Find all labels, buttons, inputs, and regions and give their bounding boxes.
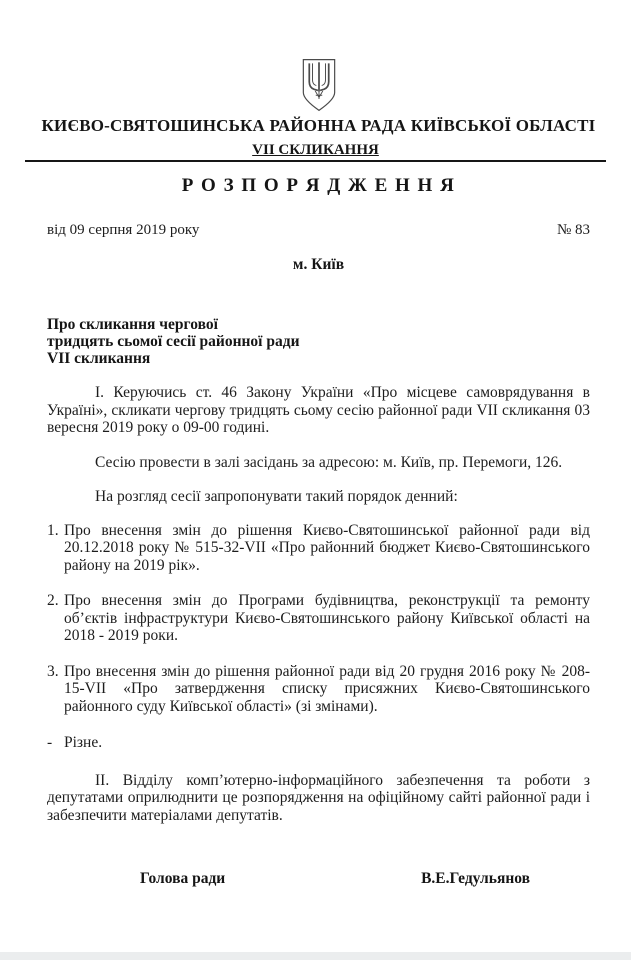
paragraph-3: На розгляд сесії запропонувати такий порядок денний: xyxy=(95,488,458,505)
signer-name: В.Е.Гедульянов xyxy=(421,870,530,887)
agenda-list xyxy=(47,522,590,752)
signature-row xyxy=(47,870,590,888)
paragraph-1: І. Керуючись ст. 46 Закону України «Про місцеве самоврядування в Україні», скликати чергову тридцять сьому сесію районної ради VII скликання 03 вересня 2019 року о 09-00 годині. xyxy=(47,384,590,436)
agenda-item-1-text: Про внесення змін до рішення Києво-Святошинської районної ради від 20.12.2018 року № 515-32-VII «Про районний бюджет Києво-Святошинського району на 2019 рік». xyxy=(64,521,590,574)
agenda-item-3-number: 3. xyxy=(47,662,59,680)
agenda-item-2 xyxy=(47,592,590,645)
convocation-label: VII СКЛИКАННЯ xyxy=(252,142,379,158)
agenda-item-3 xyxy=(47,663,590,716)
agenda-item-misc-dash: - xyxy=(47,734,53,751)
header-rule xyxy=(25,141,606,162)
document-number: № 83 xyxy=(556,222,590,238)
subject-line-2: тридцять сьомої сесії районної ради xyxy=(47,333,300,350)
agenda-item-2-number: 2. xyxy=(47,592,59,609)
subject-line-3: VII скликання xyxy=(47,350,151,367)
agenda-item-misc-text: Різне. xyxy=(64,734,103,751)
paragraph-2: Сесію провести в залі засідань за адресою: м. Київ, пр. Перемоги, 126. xyxy=(95,453,563,471)
document-city: м. Київ xyxy=(292,256,345,273)
signer-title: Голова ради xyxy=(140,870,226,887)
organization-name: КИЄВО-СВЯТОШИНСЬКА РАЙОННА РАДА КИЇВСЬКОЇ ОБЛАСТІ xyxy=(41,116,596,135)
agenda-item-1 xyxy=(47,522,590,575)
paragraph-4: ІІ. Відділу комп’ютерно-інформаційного забезпечення та роботи з депутатами оприлюднити це розпорядження на офіційному сайті районної ради і забезпечити матеріалами депутатів. xyxy=(47,771,590,824)
scan-edge-strip xyxy=(0,952,631,960)
ukraine-trident-shield-icon xyxy=(301,99,337,116)
document-date: від 09 серпня 2019 року xyxy=(47,222,200,238)
agenda-item-2-text: Про внесення змін до Програми будівництва, реконструкції та ремонту об’єктів інфраструктури Києво-Святошинського району Київської області на 2018 - 2019 роки. xyxy=(64,592,590,644)
agenda-item-misc xyxy=(47,734,590,752)
document-type-title: Р О З П О Р Я Д Ж Е Н Н Я xyxy=(181,175,456,196)
meta-row xyxy=(47,221,590,239)
subject-block xyxy=(47,316,590,367)
agenda-item-1-number: 1. xyxy=(47,521,59,539)
emblem-container xyxy=(47,0,590,112)
subject-line-1: Про скликання чергової xyxy=(47,316,218,333)
agenda-item-3-text: Про внесення змін до рішення районної ради від 20 грудня 2016 року № 208-15-VII «Про затвердження списку присяжних Києво-Святошинського районного суду Київської області» (зі змінами). xyxy=(64,662,590,715)
